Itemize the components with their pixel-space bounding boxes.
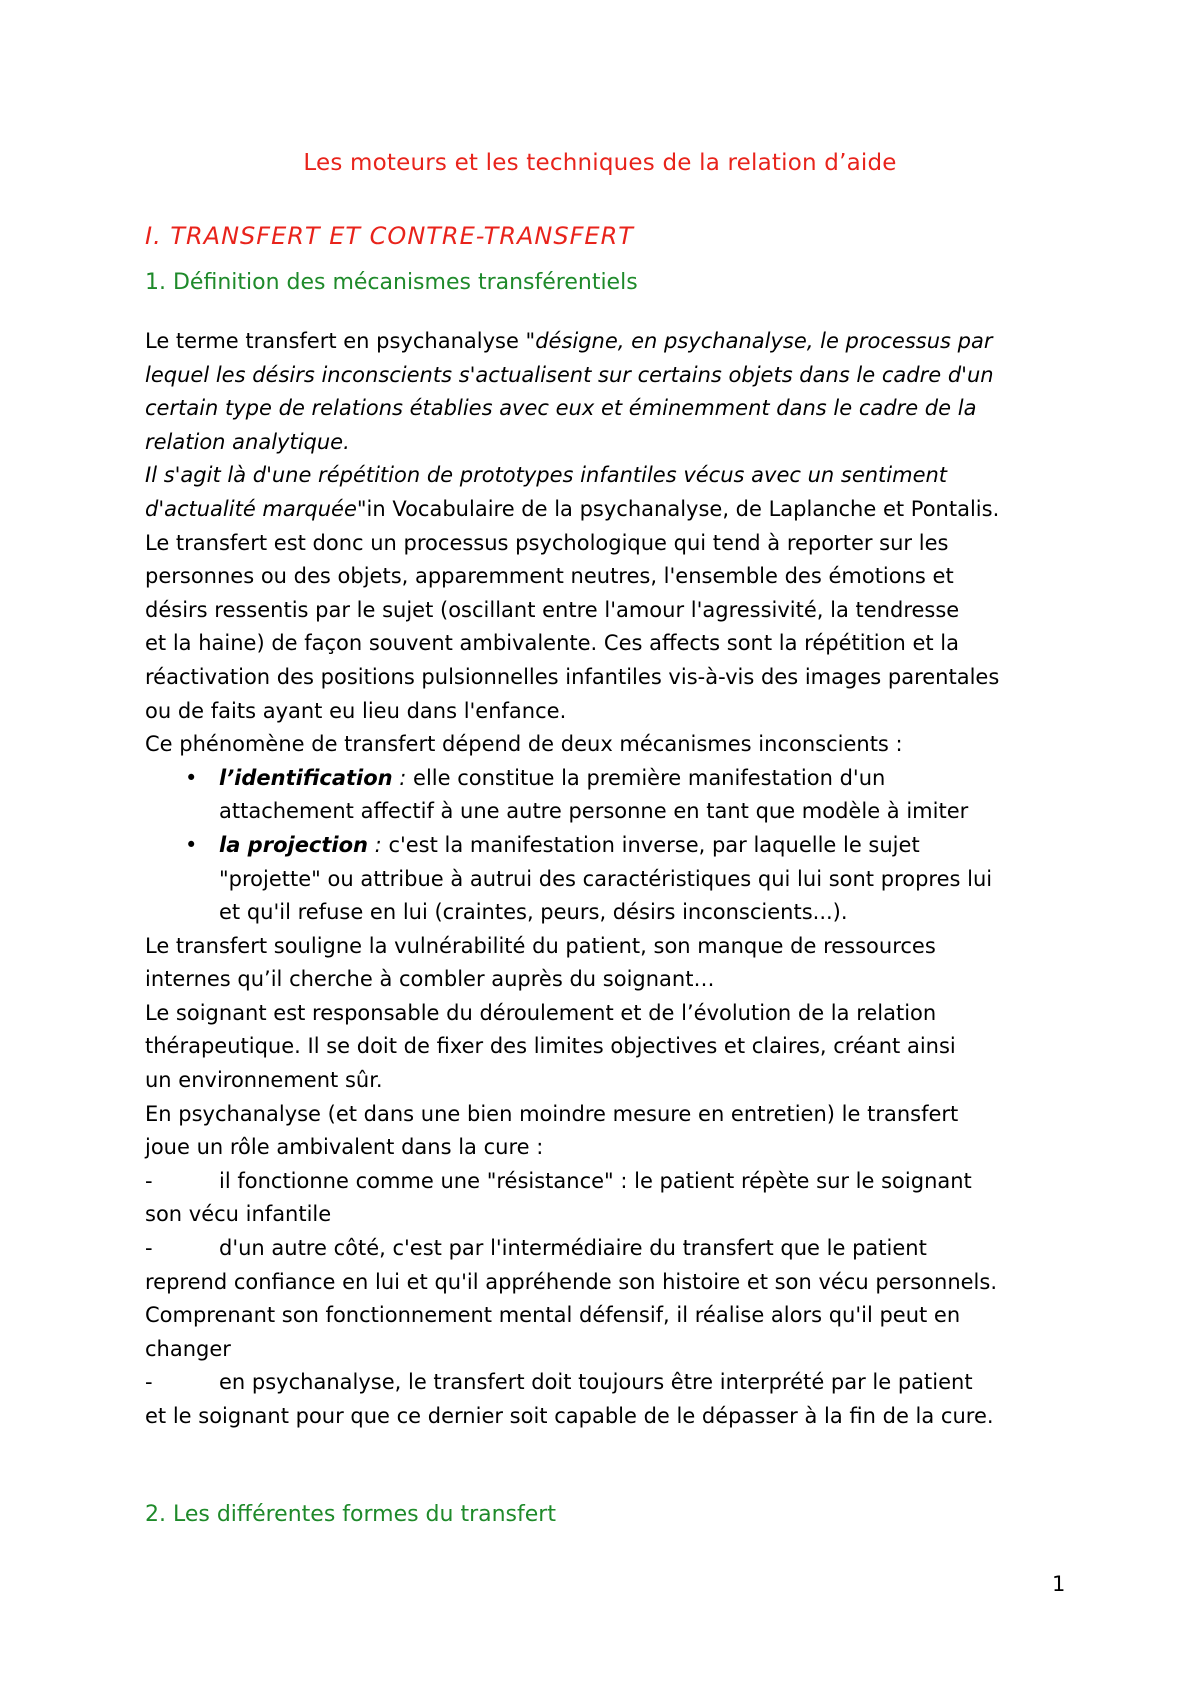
list-item-continuation: "projette" ou attribue à autrui des caractéristiques qui lui sont propres lui [219,866,993,891]
subsection-heading-1: 1. Définition des mécanismes transférentiels [145,270,638,295]
body-text [145,325,1075,1434]
text-span: elle constitue la première manifestation d'un [413,765,886,790]
quote-line: certain type de relations établies avec eux et éminemment dans le cadre de la [145,396,977,421]
paragraph-line: thérapeutique. Il se doit de fixer des limites objectives et claires, créant ainsi [145,1034,956,1059]
quote-line: lequel les désirs inconscients s'actualisent sur certains objets dans le cadre d'un [145,362,994,387]
subsection-heading-2: 2. Les différentes formes du transfert [145,1502,556,1527]
list-item [145,829,1075,863]
term-projection: la projection [219,832,368,857]
paragraph-line: reprend confiance en lui et qu'il appréhende son histoire et son vécu personnels. [145,1269,997,1294]
paragraph-line: désirs ressentis par le sujet (oscillant entre l'amour l'agressivité, la tendresse [145,597,960,622]
citation-span: in Vocabulaire de la psychanalyse, de Laplanche et Pontalis. [366,496,1000,521]
paragraph-line: et la haine) de façon souvent ambivalente. Ces affects sont la répétition et la [145,631,959,656]
text-span: c'est la manifestation inverse, par laquelle le sujet [388,832,920,857]
paragraph-line: En psychanalyse (et dans une bien moindre mesure en entretien) le transfert [145,1101,959,1126]
bullet-icon: • [185,765,198,790]
quote-span: d'actualité marquée" [145,496,367,521]
paragraph-line: changer [145,1336,231,1361]
dash-item [145,1232,1075,1266]
dash-marker: - [145,1168,153,1193]
bullet-icon: • [185,832,198,857]
paragraph-line: internes qu’il cherche à combler auprès du soignant… [145,967,715,992]
quote-span: "désigne, en psychanalyse, le processus par [525,329,993,353]
dash-marker: - [145,1236,153,1261]
term-separator: : [368,832,389,857]
page-number: 1 [1052,1572,1066,1596]
list-item-continuation: et qu'il refuse en lui (craintes, peurs, désirs inconscients...). [219,900,848,925]
paragraph-line: et le soignant pour que ce dernier soit capable de le dépasser à la fin de la cure. [145,1404,994,1428]
paragraph-line: Le transfert souligne la vulnérabilité du patient, son manque de ressources [145,933,936,958]
paragraph-line: personnes ou des objets, apparemment neutres, l'ensemble des émotions et [145,564,954,589]
paragraph-line: réactivation des positions pulsionnelles infantiles vis-à-vis des images parentales [145,664,1000,689]
term-separator: : [392,765,414,790]
quote-line: Il s'agit là d'une répétition de prototypes infantiles vécus avec un sentiment [145,463,948,488]
paragraph-line: Le soignant est responsable du déroulement et de l’évolution de la relation [145,1000,937,1025]
list-item [145,762,1075,796]
quote-line: relation analytique. [145,429,350,454]
paragraph-line [145,493,1075,527]
paragraph-line: Ce phénomène de transfert dépend de deux mécanismes inconscients : [145,732,903,757]
paragraph-line: ou de faits ayant eu lieu dans l'enfance. [145,698,567,723]
dash-marker: - [145,1370,153,1395]
paragraph-line: un environnement sûr. [145,1068,383,1093]
paragraph-line: Comprenant son fonctionnement mental défensif, il réalise alors qu'il peut en [145,1303,961,1328]
text-span: il fonctionne comme une "résistance" : le patient répète sur le soignant [219,1168,972,1193]
dash-item [145,1165,1075,1199]
text-span: en psychanalyse, le transfert doit toujours être interprété par le patient [219,1370,973,1395]
list-item-continuation: attachement affectif à une autre personne en tant que modèle à imiter [219,799,969,824]
paragraph-line [145,325,1075,359]
document-title: Les moteurs et les techniques de la relation d’aide [303,150,897,176]
paragraph-line: Le transfert est donc un processus psychologique qui tend à reporter sur les [145,530,949,555]
text-span: d'un autre côté, c'est par l'intermédiaire du transfert que le patient [219,1236,927,1261]
paragraph-line: joue un rôle ambivalent dans la cure : [145,1135,544,1160]
dash-item [145,1366,1075,1400]
text-span: Le terme transfert en psychanalyse [145,329,526,353]
term-identification: l’identification [219,765,393,790]
paragraph-line: son vécu infantile [145,1202,332,1227]
section-heading: I. TRANSFERT ET CONTRE-TRANSFERT [145,222,634,250]
